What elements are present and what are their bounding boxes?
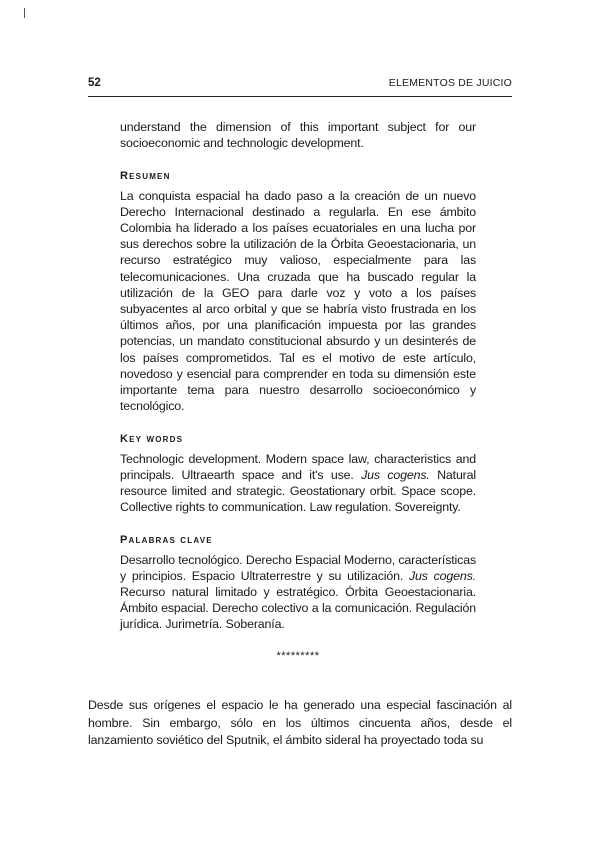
- body-text: [88, 697, 512, 750]
- abstract-english-ending: understand the dimension of this important subject for our socioeconomic and technologic development.: [120, 120, 476, 151]
- abstract-block: [120, 119, 476, 664]
- palabras-clave-text: [120, 552, 476, 633]
- palabras-clave-part1: Desarrollo tecnológico. Derecho Espacial Moderno, características y principios. Espacio Ultraterrestre y su utilización.: [120, 552, 476, 583]
- keywords-text-part1: Technologic development. Modern space law, characteristics and principals. Ultraearth space and it's use.: [120, 451, 476, 482]
- keywords-text: [120, 451, 476, 516]
- keywords-heading: Key words: [120, 433, 184, 446]
- resumen-heading: Resumen: [120, 170, 171, 183]
- resumen-text: La conquista espacial ha dado paso a la creación de un nuevo Derecho Internacional destinado a regularla. En ese ámbito Colombia ha liderado a los países ecuatoriales en una lucha por sus derechos sobre la utilización de la Órbita Geoestacionaria, un recurso estratégico muy valioso, especialmente para las telecomunicaciones. Una cruzada que ha buscado regular la utilización de la GEO para darle voz y voto a los países subyacentes al arco orbital y que se habría visto frustrada en los últimos años, por una planificación impuesta por las grandes potencias, un mandato constitucional absurdo y un desinterés de los países comprometidos. Tal es el motivo de este artículo, novedoso y esencial para comprender en toda su dimensión este importante tema para nuestro desarrollo socioeconómico y tecnológico.: [120, 188, 476, 414]
- crop-mark: [24, 8, 25, 18]
- running-head: ELEMENTOS DE JUICIO: [388, 77, 512, 89]
- keywords-latin-term: Jus cogens.: [361, 467, 430, 482]
- section-separator: *********: [276, 649, 320, 662]
- palabras-clave-heading: Palabras clave: [120, 534, 213, 547]
- page-number: 52: [88, 77, 101, 89]
- body-paragraph: Desde sus orígenes el espacio le ha generado una especial fascinación al hombre. Sin embargo, sólo en los últimos cincuenta años, desde el lanzamiento soviético del Sputnik, el ámbito sideral ha proyectado toda su: [88, 698, 512, 747]
- header-rule: [88, 96, 512, 97]
- page-header: [88, 77, 512, 93]
- keywords-text-part2: Natural resource limited and strategic. Geostationary orbit. Space scope. Collective rights to communication. Law regulation. Sovereignty.: [120, 467, 476, 515]
- palabras-clave-latin-term: Jus cogens.: [408, 568, 476, 583]
- palabras-clave-part2: Recurso natural limitado y estratégico. Órbita Geoestacionaria. Ámbito espacial. Derecho colectivo a la comunicación. Regulación jurídica. Jurimetría. Soberanía.: [120, 585, 476, 632]
